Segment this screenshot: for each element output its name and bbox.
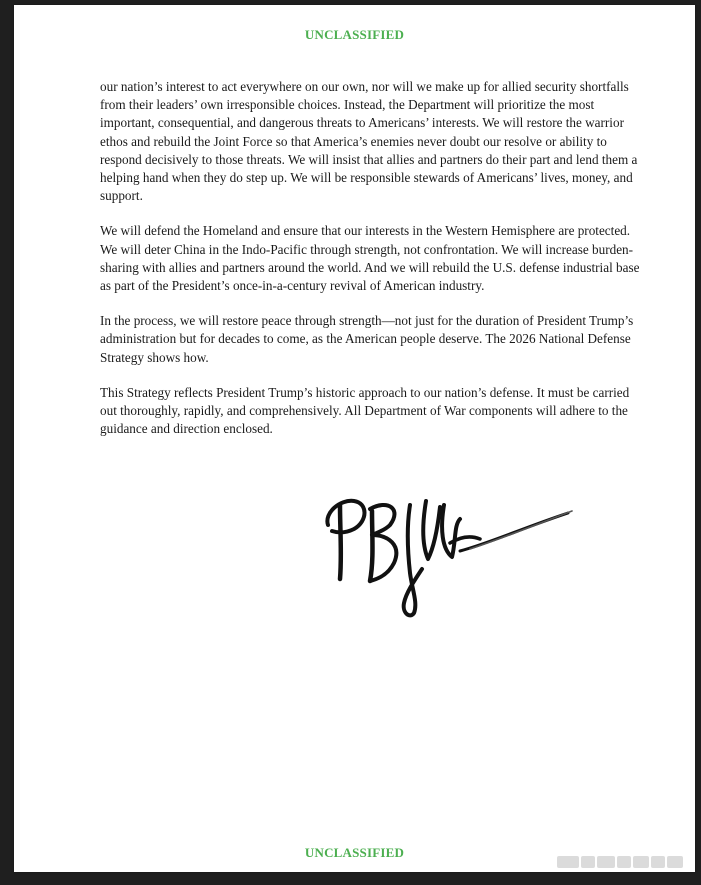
classification-marking-top: UNCLASSIFIED: [304, 27, 405, 42]
paragraph-3: In the process, we will restore peace through strength—not just for the duration of President Trump’s administration but for decades to come, as the American people deserve. The 2026 National Defense Strategy shows how.: [100, 313, 634, 365]
classification-marking-bottom: UNCLASSIFIED: [304, 845, 405, 860]
document-page: [14, 5, 695, 872]
watermark: [557, 853, 691, 871]
paragraph-2: We will defend the Homeland and ensure that our interests in the Western Hemisphere are protected. We will deter China in the Indo-Pacific through strength, not confrontation. We will increase burden-sharing with allies and partners around the world. And we will rebuild the U.S. defense industrial base as part of the President’s once-in-a-century revival of American industry.: [100, 223, 640, 294]
paragraph-4: This Strategy reflects President Trump’s historic approach to our nation’s defense. It must be carried out thoroughly, rapidly, and comprehensively. All Department of War components will adhere to the guidance and direction enclosed.: [100, 384, 630, 437]
signature-icon: [310, 485, 580, 625]
letter-body: [100, 78, 640, 455]
paragraph-1: our nation’s interest to act everywhere on our own, nor will we make up for allied security shortfalls from their leaders’ own irresponsible choices. Instead, the Department will prioritize the most important, consequential, and dangerous threats to Americans’ interests. We will restore the warrior ethos and rebuild the Joint Force so that America’s enemies never doubt our resolve or ability to respond decisively to those threats. We will insist that allies and partners do their part and lend them a helping hand when they do step up. We will be responsible stewards of Americans’ lives, money, and support.: [100, 79, 638, 204]
